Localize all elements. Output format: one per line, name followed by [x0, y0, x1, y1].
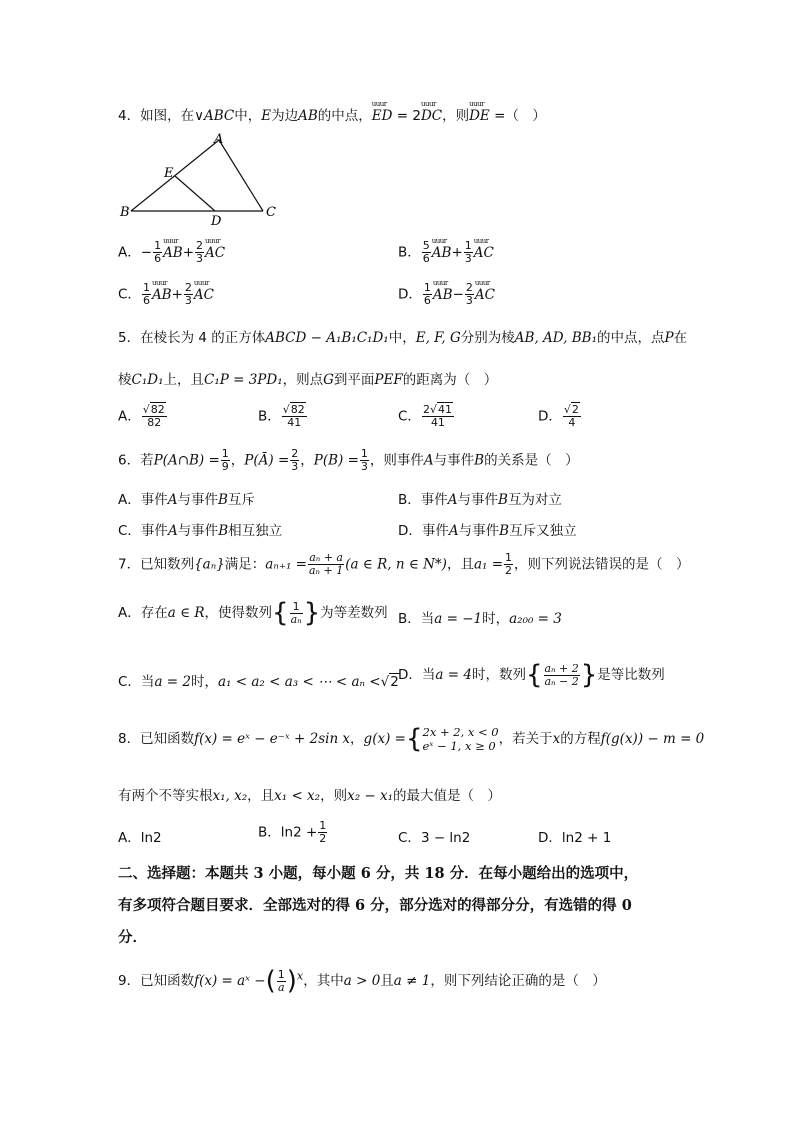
section2-heading-line2: 有多项符合题目要求．全部选对的得 6 分，部分选对的得部分分，有选错的得 0	[118, 897, 632, 914]
label-A: A	[214, 132, 224, 147]
triangle-figure	[115, 128, 285, 228]
q7-option-d[interactable]: D．当a = 4时，数列{ $\frac{\text{aₙ + 2}}{\text{aₙ − 2}}$ }是等比数列	[398, 660, 665, 690]
q6-option-a[interactable]: A．事件A与事件B互斥	[118, 492, 255, 508]
q7-option-a[interactable]: A．存在a ∈ R，使得数列{ $\frac{1}{\text{aₙ}}$ }为等差数列	[118, 598, 388, 628]
q9-stem: 9．已知函数f(x) = aˣ −( $\frac{1}{a}$ )$^x$，其中a > 0且a ≠ 1，则下列结论正确的是（ ）	[118, 966, 606, 996]
q8-option-b[interactable]: B．ln2 + $\frac{1}{2}$	[258, 819, 327, 845]
q4-option-b[interactable]: B． $\frac{5}{6}$ uuur AB+ $\frac{1}{3}$ uuur AC	[398, 240, 494, 265]
q8-option-c[interactable]: C．3 − ln2	[398, 830, 471, 846]
q7-option-b[interactable]: B．当a = −1时，a₂₀₀ = 3	[398, 611, 562, 627]
q6-option-d[interactable]: D．事件A与事件B互斥又独立	[398, 523, 577, 539]
label-D: D	[211, 214, 222, 228]
q4-option-d[interactable]: D． $\frac{1}{6}$ uuur AB− $\frac{2}{3}$ uuur AC	[398, 282, 495, 307]
q8-option-a[interactable]: A．ln2	[118, 830, 162, 846]
q6-option-c[interactable]: C．事件A与事件B相互独立	[118, 523, 283, 539]
q6-option-b[interactable]: B．事件A与事件B互为对立	[398, 492, 562, 508]
label-C: C	[266, 205, 276, 220]
q5-option-b[interactable]: B． $\frac{√82}{41}$	[258, 403, 305, 429]
q5-option-c[interactable]: C． $\frac{2√41}{41}$	[398, 403, 452, 429]
q4-stem: 4．如图，在∨ABC中，E为边AB的中点，uuur ED = 2uuur DC，则uuur DE =（ ）	[118, 104, 546, 124]
vector-DC: uuur DC	[421, 108, 442, 124]
vector-DE: uuur DE	[469, 108, 490, 124]
q8-stem-line1: 8．已知函数f(x) = eˣ − e⁻ˣ + 2sin x，g(x) ={ 2x + 2, x < 0 eˣ − 1, x ≥ 0 ，若关于x的方程f(g(x)) − m = 0	[118, 724, 705, 754]
q5-option-a[interactable]: A． $\frac{√82}{82}$	[118, 403, 165, 429]
q5-stem-line1: 5．在棱长为 4 的正方体ABCD − A₁B₁C₁D₁中，E, F, G分别为棱AB, AD, BB₁的中点，点P在	[118, 330, 688, 346]
section2-heading-line3: 分．	[118, 929, 147, 946]
label-E: E	[164, 166, 174, 181]
q5-stem-line2: 棱C₁D₁上，且C₁P = 3PD₁，则点G到平面PEF的距离为（ ）	[118, 372, 498, 388]
label-B: B	[120, 205, 130, 220]
q6-stem: 6．若P(A∩B) = $\frac{1}{9}$ ，P(Ā) = $\frac{2}{3}$ ，P(B) = $\frac{1}{3}$ ，则事件A与事件B的关系是（ ）	[118, 447, 579, 473]
q4-option-a[interactable]: A．− $\frac{1}{6}$ uuur AB+ $\frac{2}{3}$ uuur AC	[118, 240, 225, 265]
q7-option-c[interactable]: C．当a = 2时，a₁ < a₂ < a₃ < ⋯ < aₙ <√2	[118, 674, 399, 690]
q8-stem-line2: 有两个不等实根x₁, x₂，且x₁ < x₂，则x₂ − x₁的最大值是（ ）	[118, 788, 502, 804]
section2-heading-line1: 二、选择题：本题共 3 小题，每小题 6 分，共 18 分．在每小题给出的选项中，	[118, 865, 639, 882]
q8-option-d[interactable]: D．ln2 + 1	[538, 830, 612, 846]
vector-ED: uuur ED	[372, 108, 393, 124]
q4-option-c[interactable]: C． $\frac{1}{6}$ uuur AB+ $\frac{2}{3}$ uuur AC	[118, 282, 214, 307]
q7-stem: 7．已知数列{aₙ}满足：aₙ₊₁ = $\frac{\text{aₙ + a}}{\text{aₙ + 1}}$ (a ∈ R, n ∈ N*)，且a₁ = $\frac{1}{2}$ ，则下列说法错误的是（ ）	[118, 551, 690, 577]
q5-option-d[interactable]: D． $\frac{√2}{4}$	[538, 403, 579, 429]
